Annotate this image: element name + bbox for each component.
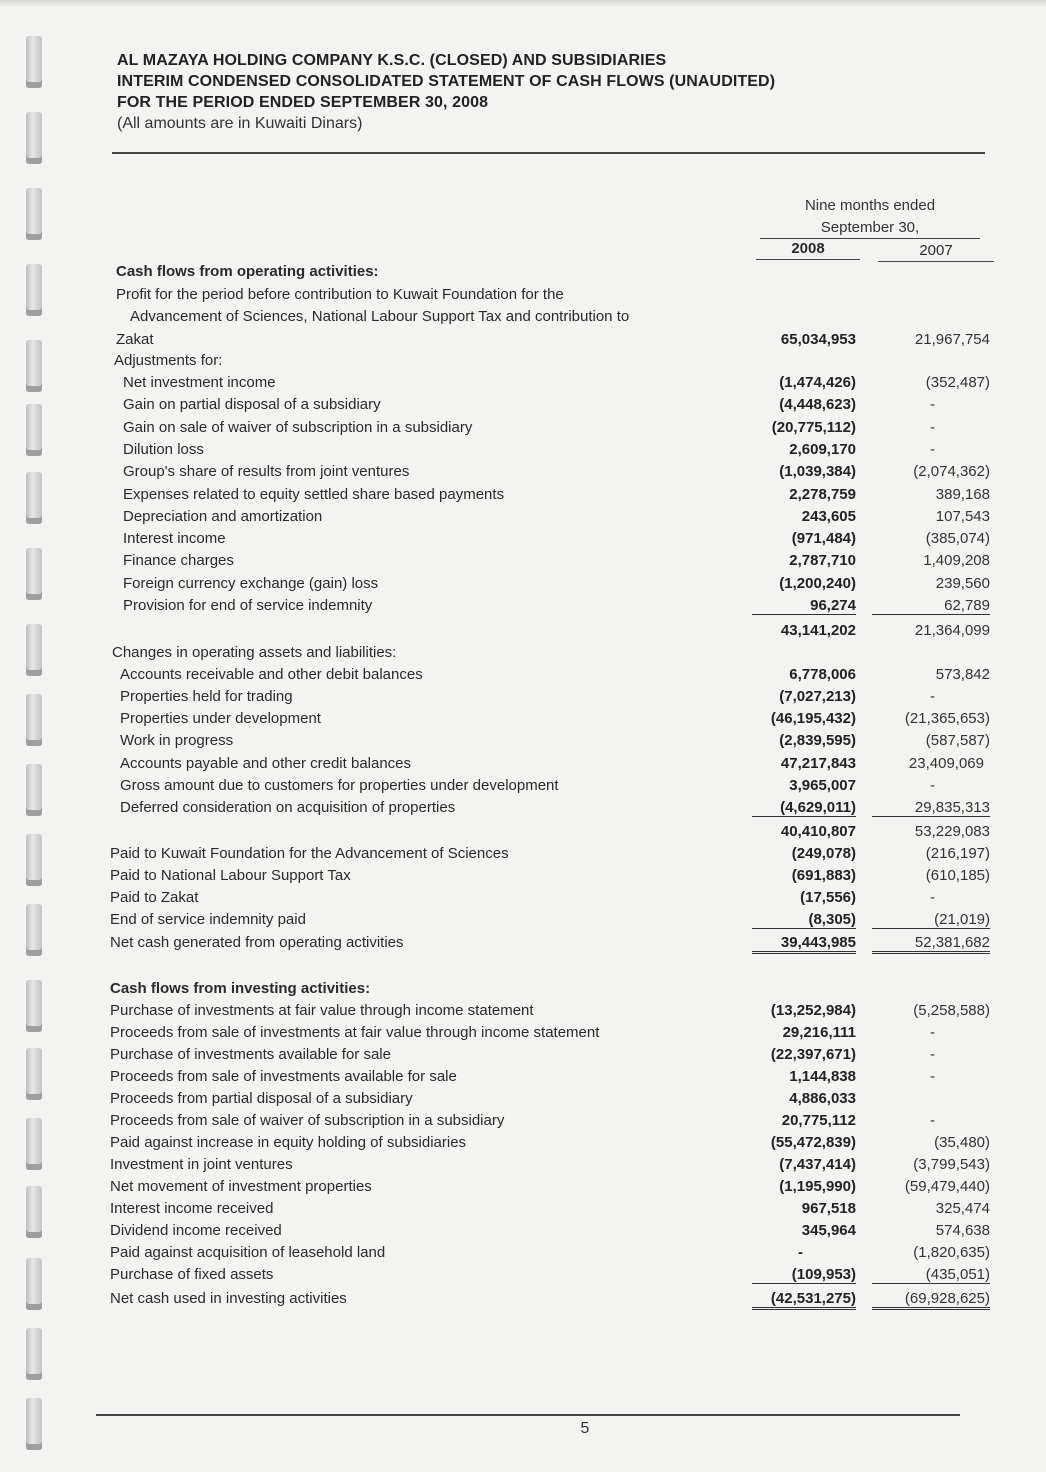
table-row: Work in progress (2,839,595) (587,587) [120,732,990,749]
table-row: Proceeds from sale of investments at fair value through income statement 29,216,111 - [110,1024,935,1041]
table-row: Proceeds from sale of waiver of subscription in a subsidiary 20,775,112 - [110,1112,935,1129]
statement-title: INTERIM CONDENSED CONSOLIDATED STATEMENT OF CASH FLOWS (UNAUDITED) [117,73,776,90]
binder-hole [26,1328,42,1380]
header-rule [112,152,985,154]
footer-rule [96,1414,960,1416]
table-row: Purchase of fixed assets (109,953) (435,051) [110,1266,990,1283]
period-heading-line1: Nine months ended [804,197,936,214]
table-row: Properties under development (46,195,432) (21,365,653) [120,710,990,727]
table-row: Interest income (971,484) (385,074) [123,530,990,547]
table-row: Zakat 65,034,953 21,967,754 [116,331,990,348]
section-heading: Cash flows from operating activities: [116,263,379,280]
total-row: Net cash used in investing activities (42,531,275) (69,928,625) [0,1290,1046,1312]
table-row: Paid against increase in equity holding of subsidiaries (55,472,839) (35,480) [110,1134,990,1151]
table-row: Purchase of investments at fair value through income statement (13,252,984) (5,258,588) [110,1002,990,1019]
page-number: 5 [580,1420,590,1437]
table-row: Net movement of investment properties (1,195,990) (59,479,440) [110,1178,990,1195]
table-row: Gain on sale of waiver of subscription in a subsidiary (20,775,112) - [123,419,935,436]
page-top-shadow [0,0,1046,8]
statement-header [117,50,977,134]
binder-hole [26,188,42,240]
table-row: Properties held for trading (7,027,213) - [120,688,935,705]
table-row: Paid to Kuwait Foundation for the Advancement of Sciences (249,078) (216,197) [110,845,990,862]
currency-note: (All amounts are in Kuwaiti Dinars) [117,115,363,132]
table-row: Depreciation and amortization 243,605 107,543 [123,508,990,525]
table-row: Accounts payable and other credit balances 47,217,843 23,409,069 [120,755,984,772]
year-2008-heading: 2008 [756,240,860,260]
subtotal-row: 40,410,807 53,229,083 [780,823,990,840]
table-row: Finance charges 2,787,710 1,409,208 [123,552,990,569]
period-title: FOR THE PERIOD ENDED SEPTEMBER 30, 2008 [117,94,489,111]
table-row: Advancement of Sciences, National Labour Support Tax and contribution to [130,308,630,325]
table-row: Foreign currency exchange (gain) loss (1,200,240) 239,560 [123,575,990,592]
table-row: Dilution loss 2,609,170 - [123,441,935,458]
subtotal-row: 43,141,202 21,364,099 [780,622,990,639]
table-row: Paid against acquisition of leasehold land - (1,820,635) [110,1244,990,1261]
table-row: End of service indemnity paid (8,305) (21,019) [110,911,990,928]
table-row: Paid to Zakat (17,556) - [110,889,935,906]
table-row: Dividend income received 345,964 574,638 [110,1222,990,1239]
binder-hole [26,112,42,164]
year-2007-heading: 2007 [878,242,994,262]
table-row: Investment in joint ventures (7,437,414) (3,799,543) [110,1156,990,1173]
company-name: AL MAZAYA HOLDING COMPANY K.S.C. (CLOSED) AND SUBSIDIARIES [117,52,667,69]
table-row: Paid to National Labour Support Tax (691,883) (610,185) [110,867,990,884]
table-row: Expenses related to equity settled share based payments 2,278,759 389,168 [123,486,990,503]
table-row: Proceeds from partial disposal of a subsidiary 4,886,033 [110,1090,856,1107]
period-heading-line2: September 30, [760,219,980,239]
table-row: Profit for the period before contribution to Kuwait Foundation for the [116,286,564,303]
table-row: Proceeds from sale of investments available for sale 1,144,838 - [110,1068,935,1085]
binder-hole [26,36,42,88]
table-row: Changes in operating assets and liabilities: [112,644,397,661]
table-row: Accounts receivable and other debit balances 6,778,006 573,842 [120,666,990,683]
table-row: Provision for end of service indemnity 96,274 62,789 [123,597,990,614]
section-heading: Cash flows from investing activities: [110,980,371,997]
table-row: Net investment income (1,474,426) (352,487) [123,374,990,391]
total-row: Net cash generated from operating activities 39,443,985 52,381,682 [0,934,1046,956]
table-row: Adjustments for: [114,352,223,369]
table-row: Purchase of investments available for sale (22,397,671) - [110,1046,935,1063]
table-row: Gross amount due to customers for properties under development 3,965,007 - [120,777,935,794]
table-row: Group's share of results from joint ventures (1,039,384) (2,074,362) [123,463,990,480]
table-row: Deferred consideration on acquisition of properties (4,629,011) 29,835,313 [120,799,990,816]
table-row: Gain on partial disposal of a subsidiary (4,448,623) - [123,396,935,413]
table-row: Interest income received 967,518 325,474 [110,1200,990,1217]
binder-hole [26,1398,42,1450]
